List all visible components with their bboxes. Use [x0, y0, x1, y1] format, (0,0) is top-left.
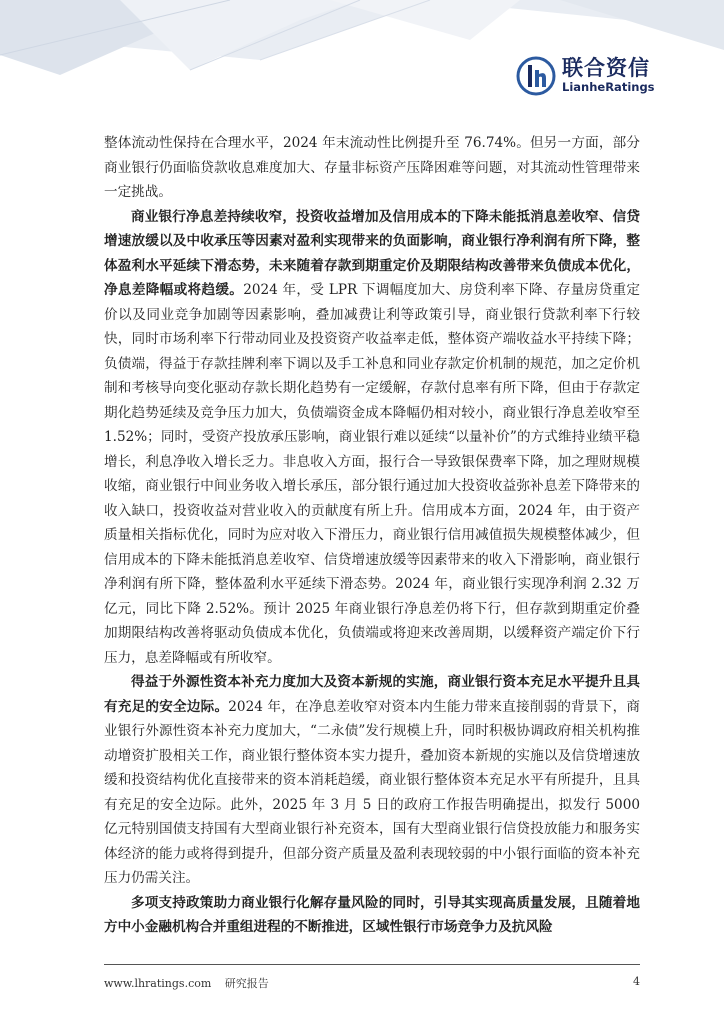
footer-website: www.lhratings.com — [104, 977, 212, 990]
lianhe-logo-icon — [516, 56, 556, 96]
paragraph-2 — [104, 205, 640, 671]
paragraph-text: 2024 年，受 LPR 下调幅度加大、房贷利率下降、存量房贷重定价以及同业竞争加剧等因素影响，叠加减费让利等政策引导，商业银行贷款利率下行较快，同时市场利率下行带动同业及投资资产收益率走低，整体资产端收益水平持续下降；负债端，得益于存款挂牌利率下调以及手工补息和同业存款定价机制的规范，加之定价机制和考核导向变化驱动存款长期化趋势有一定缓解，存款付息率有所下降，但由于存款定期化趋势延续及竞争压力加大，负债端资金成本降幅仍相对较小，商业银行净息差收窄至 1.52%；同时，受资产投放承压影响，商业银行难以延续“以量补价”的方式维持业绩平稳增长，利息净收入增长乏力。非息收入方面，报行合一导致银保费率下降，加之理财规模收缩，商业银行中间业务收入增长承压，部分银行通过加大投资收益弥补息差下降带来的收入缺口，投资收益对营业收入的贡献度有所上升。信用成本方面，2024 年，由于资产质量相关指标优化，同时为应对收入下滑压力，商业银行信用减值损失规模整体减少，但信用成本的下降未能抵消息差收窄、信贷增速放缓等因素带来的收入下滑影响，商业银行净利润有所下降，整体盈利水平延续下滑态势。2024 年，商业银行实现净利润 2.32 万亿元，同比下降 2.52%。预计 2025 年商业银行净息差仍将下行，但存款到期重定价叠加期限结构改善将驱动负债成本优化，负债端或将迎来改善周期，以缓释资产端定价下行压力，息差降幅或有所收窄。 — [104, 282, 641, 666]
paragraph-lead: 多项支持政策助力商业银行化解存量风险的同时，引导其实现高质量发展，且随着地方中小金融机构合并重组进程的不断推进，区域性银行市场竞争力及抗风险 — [104, 894, 640, 935]
paragraph-lead: 商业银行净息差持续收窄，投资收益增加及信用成本的下降未能抵消息差收窄、信贷增速放缓以及中收承压等因素对盈利实现带来的负面影响，商业银行净利润有所下降，整体盈利水平延续下滑态势，未来随着存款到期重定价及期限结构改善带来负债成本优化，净息差降幅或将趋缓。 — [104, 208, 640, 298]
paragraph-1 — [104, 131, 640, 205]
page-number: 4 — [633, 975, 640, 988]
brand-name-cn: 联合资信 — [562, 56, 650, 81]
paragraph-text: 整体流动性保持在合理水平，2024 年末流动性比例提升至 76.74%。但另一方面，部分商业银行仍面临贷款收息难度加大、存量非标资产压降困难等问题，对其流动性管理带来一定挑战。 — [104, 135, 640, 200]
paragraph-4 — [104, 891, 640, 940]
paragraph-lead: 得益于外源性资本补充力度加大及资本新规的实施，商业银行资本充足水平提升且具有充足的安全边际。 — [104, 674, 640, 715]
brand-name-en: LianheRatings — [562, 80, 655, 95]
footer-divider — [104, 964, 640, 965]
paragraph-3 — [104, 670, 640, 891]
report-body — [104, 131, 640, 940]
footer-report-type: 研究报告 — [224, 977, 269, 990]
paragraph-text: 2024 年，在净息差收窄对资本内生能力带来直接削弱的背景下，商业银行外源性资本补充力度加大，“二永债”发行规模上升，同时积极协调政府相关机构推动增资扩股相关工作，商业银行整体资本实力提升，叠加资本新规的实施以及信贷增速放缓和投资结构优化直接带来的资本消耗趋缓，商业银行整体资本充足水平有所提升，且具有充足的安全边际。此外，2025 年 3 月 5 日的政府工作报告明确提出，拟发行 5000 亿元特别国债支持国有大型商业银行补充资本，国有大型商业银行信贷投放能力和服务实体经济的能力或将得到提升，但部分资产质量及盈利表现较弱的中小银行面临的资本补充压力仍需关注。 — [104, 698, 641, 886]
company-logo — [516, 56, 655, 96]
page-footer — [104, 975, 640, 991]
